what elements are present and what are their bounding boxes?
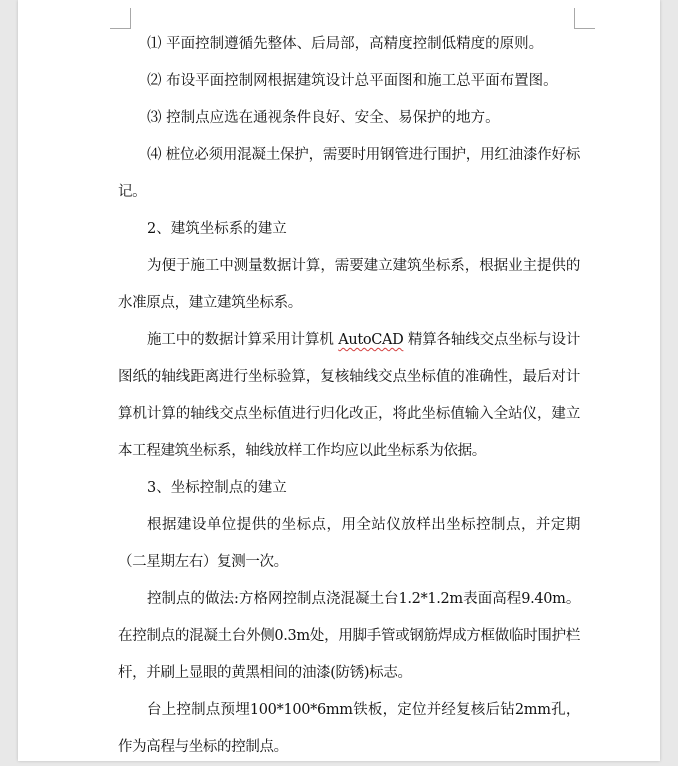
paragraph-calculation-part-2: 精算各轴线交点坐标与设计图纸的轴线距离进行坐标验算，复核轴线交点坐标值的准确性，最后对计算机计算的轴线交点坐标值进行归化改正，将此坐标值输入全站仪，建立本工程建筑坐标系，轴线放样工作均应以此坐标系为依据。 [118, 332, 580, 459]
autocad-term: AutoCAD [338, 332, 404, 348]
document-body[interactable] [118, 26, 580, 766]
document-page [18, 0, 660, 761]
paragraph-principle-2: ⑵ 布设平面控制网根据建筑设计总平面图和施工总平面布置图。 [147, 73, 558, 89]
paragraph-calculation-part-1: 施工中的数据计算采用计算机 [147, 332, 334, 348]
section-heading-3: 3、坐标控制点的建立 [147, 480, 287, 496]
paragraph-control-points: 根据建设单位提供的坐标点，用全站仪放样出坐标控制点，并定期（二星期左右）复测一次。 [118, 517, 580, 570]
paragraph-calculation [118, 322, 580, 470]
paragraph-principle-4: ⑷ 桩位必须用混凝土保护，需要时用钢管进行围护，用红油漆作好标记。 [118, 147, 580, 200]
paragraph-embedded-plate: 台上控制点预埋100*100*6mm铁板，定位并经复核后钻2mm孔，作为高程与坐标的控制点。 [118, 702, 580, 755]
paragraph-principle-3: ⑶ 控制点应选在通视条件良好、安全、易保护的地方。 [147, 110, 500, 126]
section-heading-2: 2、建筑坐标系的建立 [147, 221, 287, 237]
paragraph-coordinate-system: 为便于施工中测量数据计算，需要建立建筑坐标系，根据业主提供的水准原点，建立建筑坐标系。 [118, 258, 580, 311]
paragraph-control-method: 控制点的做法:方格网控制点浇混凝土台1.2*1.2m表面高程9.40m。在控制点的混凝土台外侧0.3m处，用脚手管或钢筋焊成方框做临时围护栏杆，并刷上显眼的黄黑相间的油漆(防锈)标志。 [118, 591, 580, 681]
paragraph-principle-1: ⑴ 平面控制遵循先整体、后局部，高精度控制低精度的原则。 [147, 36, 544, 52]
